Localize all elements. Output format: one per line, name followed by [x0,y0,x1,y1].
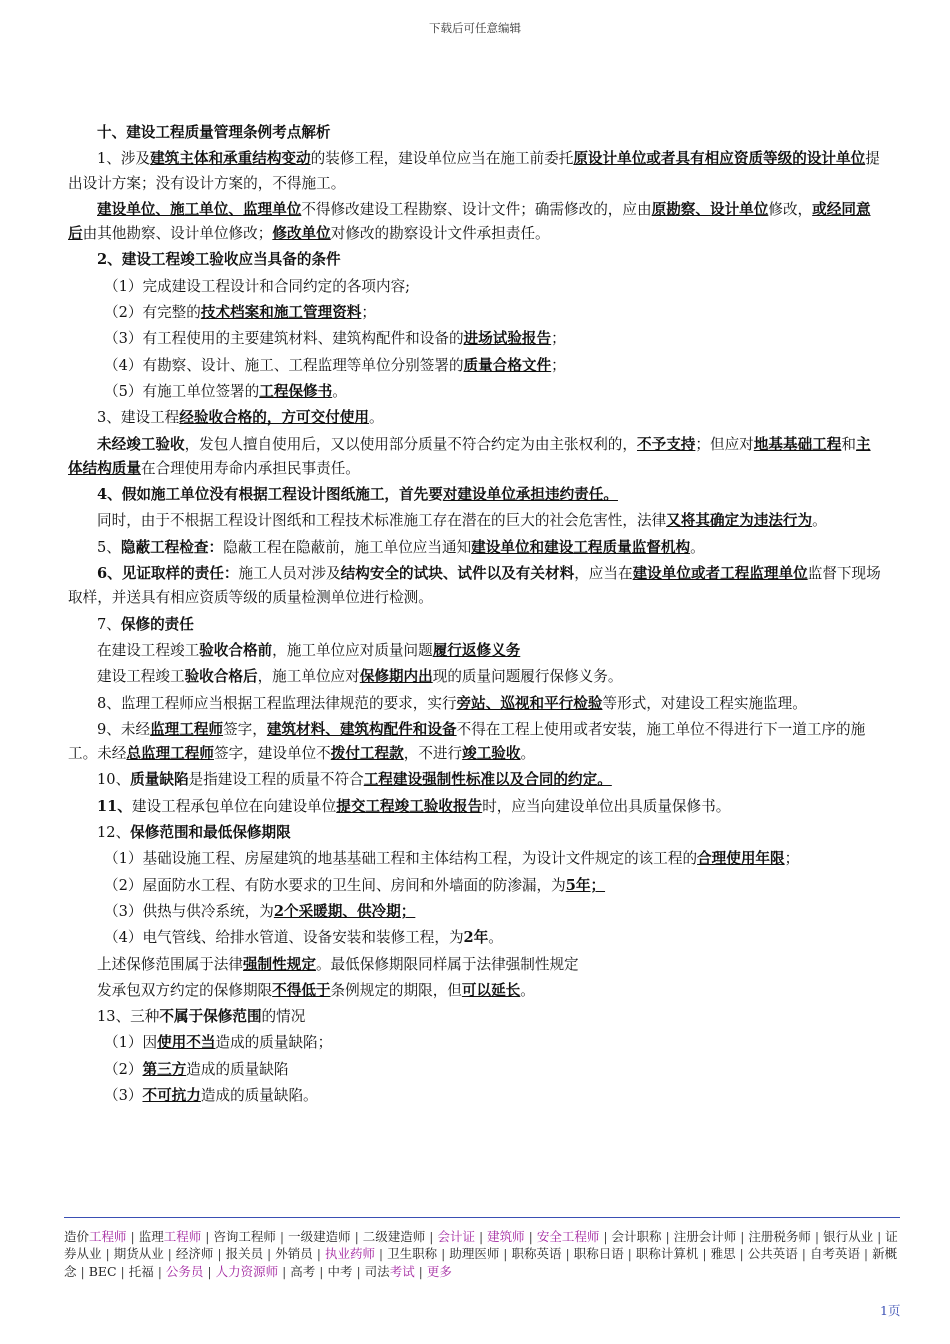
footer-link[interactable]: 中考 [327,1263,353,1279]
text: 7、 [97,615,121,633]
emphasis: 质量缺陷 [130,771,189,789]
paragraph-3: 2、建设工程竣工验收应当具备的条件 [97,251,341,269]
footer-separator: | [101,1246,114,1262]
paragraph-10 [68,613,884,637]
footer-separator: | [859,1246,873,1262]
text: （2）屋面防水工程、有防水要求的卫生间、房间和外墙面的防渗漏，为 [104,876,566,894]
text: 现的质量问题履行保修义务。 [432,668,623,686]
text: （3） [104,1086,143,1104]
footer-separator: | [201,1229,214,1244]
condition-5 [68,380,884,404]
scope-4 [68,926,884,950]
footer-separator: | [263,1246,276,1262]
scope-3 [68,900,884,924]
footer-link[interactable]: 造价 [64,1229,90,1244]
paragraph-9 [68,562,884,611]
text: 同时，由于不根据工程设计图纸和工程技术标准施工存在潜在的巨大的社会危害性，法律 [97,512,667,530]
text: 由其他勘察、设计单位修改； [82,225,273,243]
text: 的情况 [261,1008,306,1026]
emphasis: 主体结构质量 [68,435,871,477]
text: （2） [104,1060,143,1078]
text: ，发包人擅自使用后，又以使用部分质量不符合约定为由主张权利的， [184,435,637,453]
text: 。 [812,512,827,530]
emphasis: 建设单位或者工程监理单位 [632,565,808,583]
emphasis: 修改单位 [272,225,331,243]
emphasis: 质量合格文件 [463,356,552,374]
condition-2 [68,301,884,325]
text: 对修改的勘察设计文件承担责任。 [330,225,550,243]
footer-separator: | [203,1263,216,1279]
text: 条例规定的期限，但 [330,981,462,999]
text: 签字，建设单位不 [213,745,331,763]
footer-link[interactable]: 工程师 [163,1229,202,1244]
footer-link[interactable]: BEC [88,1263,117,1279]
text: 。 [520,745,536,763]
text: 。 [690,538,705,556]
footer-separator: | [873,1229,886,1244]
footer-separator: | [499,1246,512,1262]
page-header-note: 下载后可任意编辑 [429,21,521,35]
paragraph-17 [68,821,884,845]
footer-separator: | [524,1229,537,1244]
emphasis: 总监理工程师 [126,745,214,763]
footer-link[interactable]: 新概念 [64,1246,898,1279]
text: 在合理使用寿命内承担民事责任。 [140,459,360,477]
emphasis: 不属于保修范围 [159,1008,262,1026]
footer-separator: | [599,1229,612,1244]
footer-link[interactable]: 监理 [138,1229,164,1244]
text: （1）因 [104,1034,158,1052]
text: 造成的质量缺陷 [186,1060,289,1078]
text: 。 [488,929,503,947]
footer-separator: | [437,1246,450,1262]
emphasis: 原设计单位或者具有相应资质等级的设计单位 [573,150,866,168]
text: ； [361,304,377,322]
text: （4）有勘察、设计、施工、工程监理等单位分别签署的 [104,356,464,374]
emphasis: 强制性规定 [242,955,316,973]
text: ； [551,356,566,374]
paragraph-2 [68,198,884,247]
text: 1、涉及 [97,150,151,168]
paragraph-14 [68,718,884,767]
emphasis: 建筑材料、建筑构配件和设备 [266,720,457,738]
emphasis: 进场试验报告 [463,330,552,348]
footer-link[interactable]: 职称英语 [511,1246,562,1262]
emphasis: 监理工程师 [150,720,224,738]
footer-link[interactable]: 人力资源师 [215,1263,279,1279]
footer-link[interactable]: 会计职称 [611,1229,662,1244]
footer-link[interactable]: 公务员 [165,1263,204,1279]
footer-link[interactable]: 经济师 [175,1246,214,1262]
footer-link[interactable]: 安全工程师 [536,1229,600,1244]
text: ，不进行 [403,745,463,763]
footer-link[interactable]: 公共英语 [747,1246,798,1262]
emphasis: 隐蔽工程检查： [120,538,224,556]
text: ； [784,850,800,868]
text: （1）基础设施工程、房屋建筑的地基基础工程和主体结构工程，为设计文件规定的该工程的 [104,850,698,868]
text: 提出设计方案；没有设计方案的，不得施工。 [68,150,880,192]
emphasis: 2年 [463,929,489,947]
emphasis: 履行返修义务 [432,641,521,659]
footer-link[interactable]: 咨询工程师 [213,1229,276,1244]
footer-link[interactable]: 自考英语 [809,1246,860,1262]
document-body [68,121,884,1110]
emphasis: 不予支持 [637,435,696,453]
emphasis: 对建设单位承担违约责任。 [442,486,618,504]
footer-link[interactable]: 职称日语 [573,1246,624,1262]
emphasis: 旁站、巡视和平行检验 [456,694,603,712]
footer-separator: | [153,1263,166,1279]
footer-link[interactable]: 托福 [128,1263,154,1279]
paragraph-16 [68,795,884,819]
emphasis: 未经竣工验收 [97,435,185,453]
text: （4）电气管线、给排水管道、设备安装和装修工程，为 [104,929,464,947]
footer-link[interactable]: 卫生职称 [387,1246,438,1262]
condition-4 [68,354,884,378]
text: ； [551,330,566,348]
emphasis: 技术档案和施工管理资料 [200,304,362,322]
paragraph-4 [68,406,884,430]
footer-links [64,1228,900,1280]
text: （2）有完整的 [104,304,201,322]
emphasis: 地基基础工程 [753,435,842,453]
paragraph-19 [68,979,884,1003]
section-title: 十、建设工程质量管理条例考点解析 [97,124,331,141]
text: 。 [369,409,384,427]
emphasis: 5年； [565,876,606,894]
text: （3）有工程使用的主要建筑材料、建筑构配件和设备的 [104,330,464,348]
text: 建设工程承包单位在向建设单位 [131,797,337,815]
paragraph-12 [68,665,884,689]
footer-link[interactable]: 报关员 [225,1246,264,1262]
footer-link[interactable]: 证券从业 [64,1229,898,1262]
footer-separator: | [736,1229,749,1244]
scope-1 [68,847,884,871]
paragraph-11 [68,639,884,663]
text: 等形式，对建设工程实施监理。 [602,694,807,712]
emphasis: 工程建设强制性标准以及合同的约定。 [363,771,612,789]
footer-separator: | [350,1229,363,1244]
text: 施工人员对涉及 [238,565,341,583]
text: 时，应当向建设单位出具质量保修书。 [482,797,731,815]
text: 8、监理工程师应当根据工程监理法律规范的要求，实行 [97,694,457,712]
footer-separator: | [163,1246,176,1262]
footer-separator: | [213,1246,226,1262]
text: 4、假如施工单位没有根据工程设计图纸施工，首先要 [97,486,443,504]
emphasis: 验收合格后 [184,668,258,686]
footer-separator: | [315,1263,328,1279]
emphasis: 提交工程竣工验收报告 [336,797,483,815]
emphasis: 2个采暖期、供冷期； [273,902,416,920]
text: 造成的质量缺陷。 [200,1086,318,1104]
footer-divider [64,1217,900,1218]
text: （5）有施工单位签署的 [104,382,260,400]
text: ；但应对 [695,435,754,453]
paragraph-5 [68,433,884,482]
paragraph-8 [68,536,884,560]
footer-link[interactable]: 注册税务师 [748,1229,811,1244]
footer-separator: | [735,1246,748,1262]
footer-link[interactable]: 司法 [364,1263,390,1279]
footer-separator: | [352,1263,365,1279]
text: 隐蔽工程在隐蔽前，施工单位应当通知 [223,538,472,556]
emphasis: 原勘察、设计单位 [651,200,769,218]
footer-separator: | [425,1229,438,1244]
footer-link[interactable]: 助理医师 [449,1246,500,1262]
paragraph-6 [68,483,884,507]
text: 不得修改建设工程勘察、设计文件；确需修改的，应由 [301,200,652,218]
footer-link[interactable]: 注册会计师 [673,1229,737,1244]
emphasis: 竣工验收 [462,745,521,763]
emphasis: 合理使用年限 [697,850,785,868]
exclusion-1 [68,1031,884,1055]
text: 12、 [97,824,131,842]
emphasis: 工程保修书 [259,382,333,400]
text: 13、 [97,1008,131,1026]
emphasis: 经验收合格的，方可交付使用 [179,409,369,427]
text: 。 [332,382,347,400]
emphasis: 建设单位、施工单位、监理单位 [97,200,302,218]
exclusion-3 [68,1084,884,1108]
text: 造成的质量缺陷； [215,1034,333,1052]
text: 是指建设工程的质量不符合 [188,771,364,789]
emphasis: 保修的责任 [120,615,194,633]
emphasis: 结构安全的试块、试件以及有关材料 [340,565,575,583]
scope-2 [68,874,884,898]
footer-link[interactable]: 执业药师 [324,1246,375,1262]
footer-separator: | [414,1263,427,1279]
paragraph-13 [68,692,884,716]
footer-separator: | [312,1246,325,1262]
paragraph-20 [68,1005,884,1029]
emphasis: 6、见证取样的责任： [97,565,239,583]
text: 5、 [97,538,121,556]
footer-separator: | [661,1229,674,1244]
footer-separator: | [275,1229,289,1244]
emphasis: 使用不当 [157,1034,216,1052]
text: ，施工单位应对质量问题 [272,641,433,659]
text: 上述保修范围属于法律 [97,955,243,973]
footer-separator: | [116,1263,129,1279]
condition-3 [68,327,884,351]
footer-link[interactable]: 一级建造师 [288,1229,351,1244]
footer-link[interactable]: 考试 [389,1263,415,1279]
page-number: 1页 [880,1303,901,1318]
emphasis: 又将其确定为违法行为 [666,512,813,530]
footer-separator: | [561,1246,574,1262]
condition-1: （1）完成建设工程设计和合同约定的各项内容; [104,277,411,295]
emphasis: 或经同意后 [68,200,871,243]
footer-separator: | [797,1246,810,1262]
text: 9、未经 [97,720,151,738]
footer-link[interactable]: 工程师 [89,1229,127,1244]
text: ，应当在 [574,565,633,583]
text: 三种 [130,1008,160,1026]
footer-link[interactable]: 建筑师 [487,1229,525,1244]
text: 11、 [97,797,132,815]
text: 签字， [223,720,267,738]
footer-link[interactable]: 会计证 [437,1229,475,1244]
text: 。 [520,981,535,999]
footer-link[interactable]: 雅思 [710,1246,736,1262]
text: 修改， [768,200,813,218]
text: 不得在工程上使用或者安装，施工单位不得进行下一道工序的施工。未经 [68,720,866,763]
footer-separator: | [698,1246,711,1262]
emphasis: 拨付工程款 [330,745,404,763]
footer-separator: | [76,1263,89,1279]
footer-link[interactable]: 二级建造师 [362,1229,426,1244]
text: 发承包双方约定的保修期限 [97,981,273,999]
footer-separator: | [474,1229,488,1244]
paragraph-1 [68,147,884,196]
text: 在建设工程竣工 [97,641,200,659]
emphasis: 验收合格前 [199,641,273,659]
footer-link[interactable]: 期货从业 [113,1246,164,1262]
footer-separator: | [278,1263,291,1279]
emphasis: 建设单位和建设工程质量监督机构 [471,538,691,556]
text: 建设工程竣工 [97,668,185,686]
footer-link[interactable]: 高考 [290,1263,316,1279]
text: 和 [841,435,856,453]
footer-link[interactable]: 外销员 [275,1246,313,1262]
footer-link[interactable]: 更多 [426,1263,452,1279]
emphasis: 不得低于 [272,981,331,999]
exclusion-2 [68,1058,884,1082]
footer-separator: | [810,1229,824,1244]
footer-separator: | [374,1246,388,1262]
paragraph-7 [68,509,884,533]
footer-link[interactable]: 银行从业 [823,1229,874,1244]
emphasis: 不可抗力 [142,1086,201,1104]
emphasis: 保修范围和最低保修期限 [130,824,291,842]
footer-separator: | [126,1229,139,1244]
text: 3、建设工程 [97,409,180,427]
emphasis: 可以延长 [461,981,521,999]
text: 监督下现场取样，并送具有相应资质等级的质量检测单位进行检测。 [68,565,881,607]
footer-separator: | [623,1246,636,1262]
text: 10、 [97,771,131,789]
paragraph-18 [68,953,884,977]
text: （3）供热与供冷系统，为 [104,902,274,920]
text: 。最低保修期限同样属于法律强制性规定 [315,955,579,973]
emphasis: 保修期内出 [359,668,433,686]
paragraph-15 [68,768,884,792]
emphasis: 第三方 [142,1060,187,1078]
text: ，施工单位应对 [257,668,360,686]
emphasis: 建筑主体和承重结构变动 [150,150,311,168]
text: 的装修工程，建设单位应当在施工前委托 [310,150,574,168]
footer-link[interactable]: 职称计算机 [635,1246,699,1262]
